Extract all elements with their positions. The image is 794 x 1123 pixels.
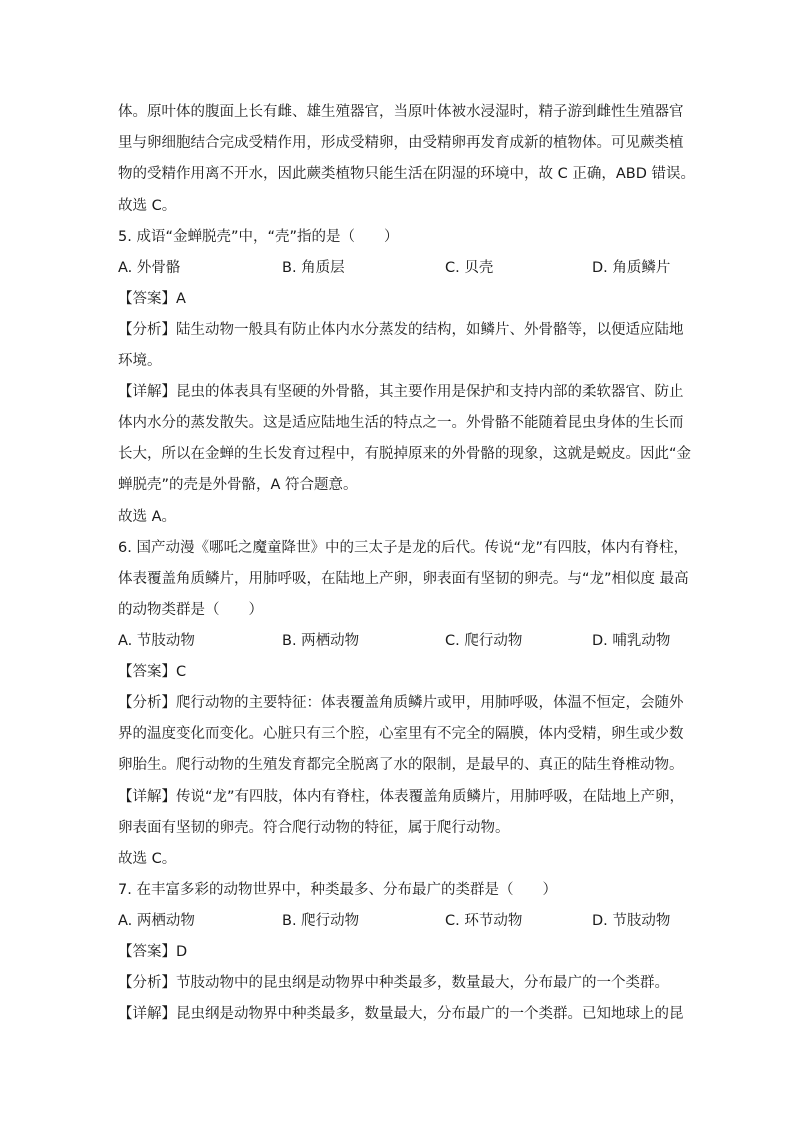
question-6: 体表覆盖角质鳞片，用肺呼吸，在陆地上产卵，卵表面有坚韧的卵壳。与“龙”相似度 最高 (118, 571, 689, 587)
question-5: 5. 成语“金蝉脱壳”中，“壳”指的是（ ） (118, 229, 399, 245)
question-7: 7. 在丰富多彩的动物世界中，种类最多、分布最广的类群是（ ） (118, 882, 557, 898)
analysis-text: 【分析】爬行动物的主要特征：体表覆盖角质鳞片或甲，用肺呼吸，体温不恒定，会随外 (118, 695, 684, 711)
q6-option-c: C. 爬行动物 (445, 633, 523, 649)
q5-option-d: D. 角质鳞片 (592, 260, 671, 276)
q7-option-d: D. 节肢动物 (592, 913, 671, 929)
explanation-text: 蝉脱壳”的壳是外骨骼，A 符合题意。 (118, 477, 358, 493)
explanation-text: 长大，所以在金蝉的生长发育过程中，有脱掉原来的外骨骼的现象，这就是蜕皮。因此“金 (118, 446, 692, 462)
text-line: 故选 C。 (118, 198, 177, 214)
text-line: 里与卵细胞结合完成受精作用，形成受精卵，由受精卵再发育成新的植物体。可见蕨类植 (118, 135, 684, 151)
q5-option-c: C. 贝壳 (445, 260, 494, 276)
analysis-text: 界的温度变化而变化。心脏只有三个腔，心室里有不完全的隔膜，体内受精，卵生或少数 (118, 726, 684, 742)
choice-text: 故选 A。 (118, 509, 177, 525)
q5-option-a: A. 外骨骼 (118, 260, 181, 276)
text-line: 体。原叶体的腹面上长有雌、雄生殖器官，当原叶体被水浸湿时，精子游到雌性生殖器官 (118, 104, 684, 120)
explanation-text: 卵表面有坚韧的卵壳。符合爬行动物的特征，属于爬行动物。 (118, 820, 510, 836)
explanation-text: 【详解】昆虫纲是动物界中种类最多，数量最大，分布最广的一个类群。已知地球上的昆 (118, 1006, 684, 1022)
q6-option-d: D. 哺乳动物 (592, 633, 671, 649)
answer-label: 【答案】C (118, 664, 187, 680)
question-6: 6. 国产动漫《哪吒之魔童降世》中的三太子是龙的后代。传说“龙”有四肢，体内有脊柱， (118, 540, 688, 556)
choice-text: 故选 C。 (118, 851, 177, 867)
analysis-text: 环境。 (118, 353, 162, 369)
explanation-text: 体内水分的蒸发散失。这是适应陆地生活的特点之一。外骨骼不能随着昆虫身体的生长而 (118, 415, 684, 431)
answer-label: 【答案】A (118, 291, 186, 307)
q7-option-a: A. 两栖动物 (118, 913, 195, 929)
explanation-text: 【详解】传说“龙”有四肢，体内有脊柱，体表覆盖角质鳞片，用肺呼吸，在陆地上产卵， (118, 789, 685, 805)
question-6: 的动物类群是（ ） (118, 602, 263, 618)
analysis-text: 【分析】陆生动物一般具有防止体内水分蒸发的结构，如鳞片、外骨骼等，以便适应陆地 (118, 322, 684, 338)
answer-label: 【答案】D (118, 944, 188, 960)
q7-option-c: C. 环节动物 (445, 913, 523, 929)
q6-option-a: A. 节肢动物 (118, 633, 195, 649)
explanation-text: 【详解】昆虫的体表具有坚硬的外骨骼，其主要作用是保护和支持内部的柔软器官、防止 (118, 384, 684, 400)
q7-option-b: B. 爬行动物 (282, 913, 360, 929)
text-line: 物的受精作用离不开水，因此蕨类植物只能生活在阴湿的环境中，故 C 正确，ABD 错误。 (118, 166, 695, 182)
q6-option-b: B. 两栖动物 (282, 633, 360, 649)
q5-option-b: B. 角质层 (282, 260, 345, 276)
analysis-text: 【分析】节肢动物中的昆虫纲是动物界中种类最多，数量最大，分布最广的一个类群。 (118, 975, 669, 991)
analysis-text: 卵胎生。爬行动物的生殖发育都完全脱离了水的限制，是最早的、真正的陆生脊椎动物。 (118, 757, 684, 773)
